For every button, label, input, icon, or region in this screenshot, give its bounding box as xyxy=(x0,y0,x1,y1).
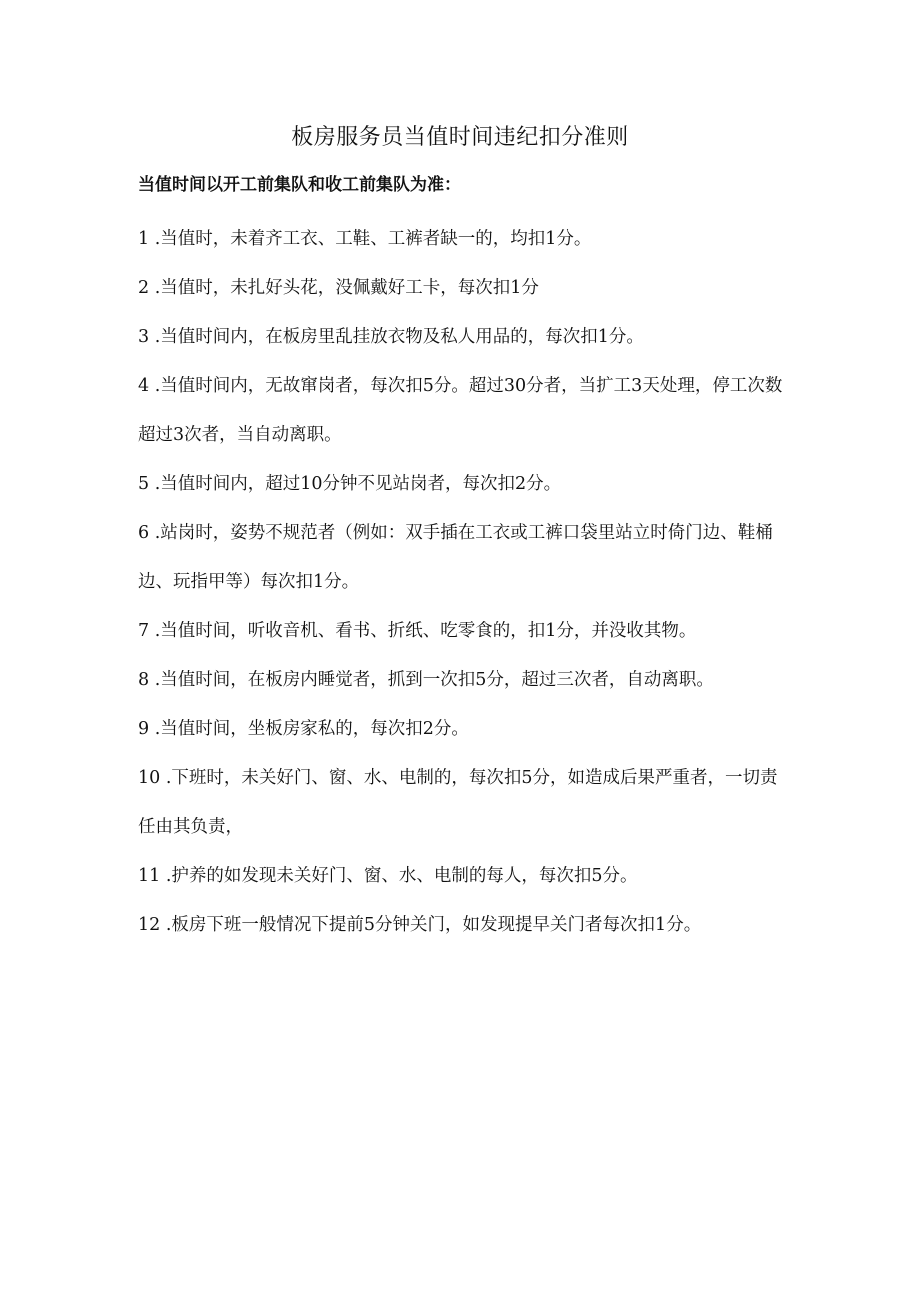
rule-text: .当值时间内，无故窜岗者，每次扣5分。超过30分者，当扩工3天处理，停工次数超过3次者，当自动离职。 xyxy=(138,376,783,445)
rule-item xyxy=(138,509,790,607)
rule-number: 6 xyxy=(138,523,150,543)
rule-number: 8 xyxy=(138,670,150,690)
rule-item xyxy=(138,656,790,705)
rule-item xyxy=(138,362,790,460)
rule-number: 11 xyxy=(138,866,161,886)
rule-text: .当值时，未着齐工衣、工鞋、工裤者缺一的，均扣1分。 xyxy=(154,229,592,249)
rule-item xyxy=(138,264,790,313)
rule-text: .站岗时，姿势不规范者（例如：双手插在工衣或工裤口袋里站立时倚门边、鞋桶边、玩指甲等）每次扣1分。 xyxy=(138,523,773,592)
rule-item xyxy=(138,607,790,656)
rule-text: .护养的如发现未关好门、窗、水、电制的每人，每次扣5分。 xyxy=(165,866,638,886)
rule-number: 4 xyxy=(138,376,150,396)
rule-number: 1 xyxy=(138,229,150,249)
rule-number: 12 xyxy=(138,915,161,935)
rule-item xyxy=(138,313,790,362)
rule-text: .当值时间，在板房内睡觉者，抓到一次扣5分，超过三次者，自动离职。 xyxy=(154,670,714,690)
rule-number: 9 xyxy=(138,719,150,739)
rule-number: 5 xyxy=(138,474,150,494)
rule-item xyxy=(138,460,790,509)
rule-text: .板房下班一般情况下提前5分钟关门，如发现提早关门者每次扣1分。 xyxy=(165,915,702,935)
rule-number: 3 xyxy=(138,327,150,347)
rules-list xyxy=(138,215,790,950)
rule-text: .当值时间，听收音机、看书、折纸、吃零食的，扣1分，并没收其物。 xyxy=(154,621,697,641)
rule-item xyxy=(138,705,790,754)
rule-text: .当值时间内，超过10分钟不见站岗者，每次扣2分。 xyxy=(154,474,562,494)
rule-number: 2 xyxy=(138,278,150,298)
rule-item xyxy=(138,754,790,852)
document-subtitle: 当值时间以开工前集队和收工前集队为准： xyxy=(138,175,461,195)
rule-text: .当值时，未扎好头花，没佩戴好工卡，每次扣1分 xyxy=(154,278,539,298)
rule-number: 7 xyxy=(138,621,150,641)
rule-text: .当值时间，坐板房家私的，每次扣2分。 xyxy=(154,719,469,739)
document-title: 板房服务员当值时间违纪扣分准则 xyxy=(291,125,629,150)
rule-text: .当值时间内，在板房里乱挂放衣物及私人用品的，每次扣1分。 xyxy=(154,327,644,347)
rule-text: .下班时，未关好门、窗、水、电制的，每次扣5分，如造成后果严重者，一切责任由其负责， xyxy=(138,768,778,837)
rule-number: 10 xyxy=(138,768,161,788)
rule-item xyxy=(138,901,790,950)
rule-item xyxy=(138,852,790,901)
rule-item xyxy=(138,215,790,264)
